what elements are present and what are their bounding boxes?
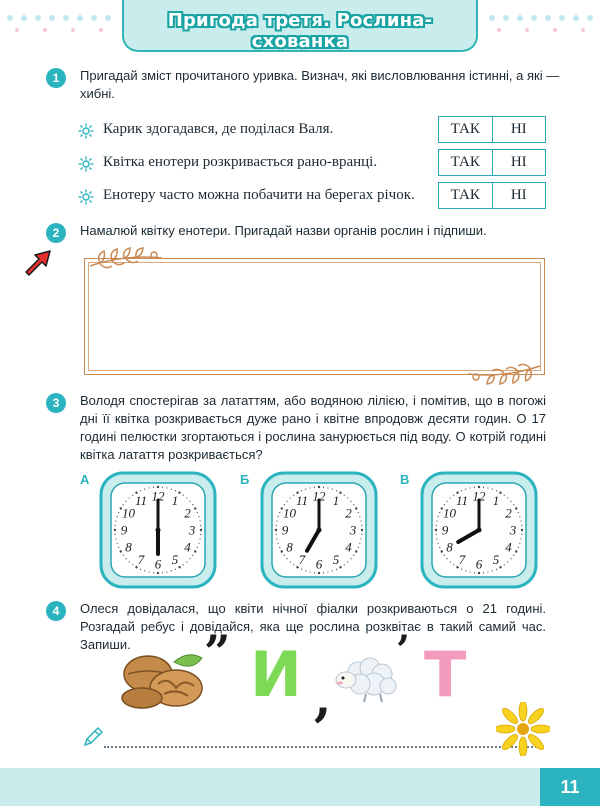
clock-number: 9 [441,522,449,538]
clock-letter-b: Б [240,472,250,487]
clock-tick [436,525,437,526]
statement-3: Енотеру часто можна побачити на берегах річок. [103,187,415,203]
clock-tick [117,516,118,517]
clock-tick [309,487,310,488]
clock-tick [120,550,122,552]
clock-tick [166,571,167,572]
clock-tick [183,564,184,565]
clock-tick [286,501,287,502]
false-option-3[interactable]: НІ [510,187,527,203]
clock-tick [513,504,514,505]
clock-tick [355,507,357,509]
clock-number: 1 [171,493,179,509]
clock-tick [450,561,451,562]
clock-tick [290,497,291,498]
clock-tick [200,534,201,535]
clock-tick [305,570,306,571]
clock-tick [199,538,200,539]
clock-number: 3 [509,522,517,538]
true-option-3[interactable]: ТАК [439,183,493,208]
clock-tick [438,543,439,544]
clock-number: 2 [345,505,352,521]
clock-number: 12 [472,488,486,504]
task-1-number: 1 [46,68,66,88]
task-4-number: 4 [46,601,66,621]
true-false-box-2 [438,149,546,176]
clock-tick [189,558,190,559]
clock-tick [520,520,521,521]
clock-tick [336,569,337,570]
clock-tick [435,529,437,531]
clock-number: 7 [458,551,466,567]
clock-center [317,528,322,533]
clock-tick [293,564,294,565]
clock-tick [344,564,345,565]
clock-center [156,528,161,533]
clock-tick [276,520,277,521]
clock-tick [162,572,163,573]
clock-letter-v: В [400,472,410,487]
clock-number: 6 [315,556,323,572]
clock-tick [521,529,523,531]
clock-tick [461,490,462,491]
clock-tick [504,564,505,565]
task-3-text: Володя спостерігав за лататтям, або водяною лілією, і помітив, що в погожі дні її квітка розкривається дуже рано і квітне впродовж десяти годин. О 17 годині пелюстки згортаються і рослина занурюється під воду. О котрій годині квітка латаття розкривається? [80,393,546,462]
clock-tick [450,497,451,498]
clock-tick [275,529,277,531]
clock-tick [166,487,167,488]
rebus-letter-green: И [250,638,302,711]
clock-tick [465,570,466,571]
clock-tick [358,547,359,548]
clock-tick [175,490,176,491]
clock-tick [194,550,196,552]
clock-tick [327,571,328,572]
clock-tick [441,550,443,552]
red-arrow-icon [22,246,56,276]
clock-tick [499,492,501,494]
clock-tick [123,555,124,556]
clock-tick [347,497,348,498]
clock-tick [290,561,291,562]
clock-tick [504,495,505,496]
clock-number: 4 [505,539,512,555]
clock-number: 11 [295,493,309,509]
clock-letter-a: А [80,472,90,487]
clock-number: 8 [446,539,453,555]
clock-tick [192,504,193,505]
clock-tick [492,489,493,490]
clock-tick [140,569,141,570]
clock-number: 6 [154,556,162,572]
clock-tick [117,543,118,544]
clock-tick [281,550,283,552]
clock-tick [469,571,470,572]
page-number: 11 [540,768,600,806]
clock-a[interactable] [99,471,217,589]
clock-tick [114,529,116,531]
clock-tick [361,529,363,531]
clock-tick [521,534,522,535]
clock-tick [197,512,198,513]
clock-tick [444,555,445,556]
clock-tick [327,487,328,488]
clock-tick [309,571,310,572]
clock-tick [129,561,130,562]
walnuts-image [118,648,208,710]
clock-tick [197,547,198,548]
clock-tick [192,555,193,556]
clock-tick [301,490,302,491]
clock-tick [144,570,145,571]
clock-tick [519,516,520,517]
task-3-number: 3 [46,393,66,413]
wheat-ornament-icon [86,244,166,272]
rebus-quote-marks: ” [204,625,231,679]
clock-tick [199,520,200,521]
clock-tick [198,516,199,517]
clock-tick [157,572,159,574]
clock-tick [438,516,439,517]
clock-tick [339,566,341,568]
clock-tick [436,538,437,539]
clock-tick [293,495,294,496]
clock-tick [446,501,447,502]
task-4-text: Олеся довідалася, що квіти нічної фіалки розкриваються о 21 годині. Розгадай ребус і довідайся, яка ще рослина розквітає в такий самий час. Запиши. [80,601,546,652]
clock-tick [518,547,519,548]
clock-tick [492,570,493,571]
clock-number: 11 [134,493,148,509]
clock-tick [499,566,501,568]
clock-tick [284,555,285,556]
clock-tick [198,543,199,544]
clock-tick [276,538,277,539]
clock-tick [314,572,315,573]
clock-number: 10 [283,505,297,521]
clock-tick [115,538,116,539]
clock-tick [353,555,354,556]
clock-tick [132,564,133,565]
clock-number: 5 [492,551,500,567]
clock-tick [186,497,187,498]
clock-tick [194,507,196,509]
clock-tick [359,543,360,544]
clock-tick [510,558,511,559]
clock-tick [200,525,201,526]
clock-tick [344,495,345,496]
clock-tick [153,572,154,573]
clock-tick [339,492,341,494]
clock-tick [200,529,202,531]
clock-tick [469,487,470,488]
clock-number: 2 [505,505,512,521]
clock-tick [361,534,362,535]
clock-tick [461,569,462,570]
clock-number: 3 [349,522,357,538]
clock-tick [276,534,277,535]
pencil-icon [82,726,104,748]
answer-line[interactable] [104,746,540,748]
clock-tick [347,561,348,562]
clock-tick [186,561,187,562]
clock-b[interactable] [260,471,378,589]
clock-tick [132,495,133,496]
clock-number: 8 [286,539,293,555]
clock-tick [355,550,357,552]
clock-tick [178,492,180,494]
clock-tick [148,571,149,572]
clock-tick [318,572,320,574]
clock-number: 10 [443,505,457,521]
true-option-2[interactable]: ТАК [439,150,493,175]
false-option-1[interactable]: НІ [510,121,527,137]
clock-tick [360,520,361,521]
clock-tick [446,558,447,559]
clock-number: 9 [281,522,289,538]
clock-number: 5 [332,551,340,567]
task-1-text: Пригадай зміст прочитаного уривка. Визнач, які висловлювання істинні, а які — хибні. [80,68,560,101]
clock-tick [189,501,190,502]
clock-tick [474,572,475,573]
clock-tick [358,512,359,513]
task-2-number: 2 [46,223,66,243]
clock-tick [507,561,508,562]
clock-tick [144,489,145,490]
wheat-ornament-icon [464,360,544,388]
clock-tick [496,569,497,570]
clock-tick [279,512,280,513]
clock-tick [350,558,351,559]
rebus-comma-low: , [314,668,332,727]
clock-tick [453,495,454,496]
clock-number: 8 [125,539,132,555]
clock-tick [439,547,440,548]
clock-number: 9 [120,522,128,538]
clock-number: 1 [332,493,340,509]
clock-tick [278,516,279,517]
star-bullet-icon [78,189,94,205]
rebus-apostrophe: ’ [396,627,410,674]
sheep-image [330,652,402,704]
clock-tick [436,520,437,521]
star-bullet-icon [78,123,94,139]
clock-tick [125,558,126,559]
clock-number: 4 [184,539,191,555]
clock-tick [148,487,149,488]
false-option-2[interactable]: НІ [510,154,527,170]
clock-tick [513,555,514,556]
clock-tick [115,534,116,535]
clock-tick [483,572,484,573]
clock-v[interactable] [420,471,538,589]
clock-tick [478,572,480,574]
clock-number: 12 [151,488,165,504]
clock-tick [336,490,337,491]
clock-tick [332,489,333,490]
clock-tick [496,490,497,491]
clock-number: 5 [171,551,179,567]
clock-tick [125,501,126,502]
clock-number: 11 [455,493,469,509]
clock-tick [305,489,306,490]
clock-number: 10 [122,505,136,521]
task-2-text: Намалюй квітку енотери. Пригадай назви органів рослин і підпиши. [80,223,487,238]
clock-tick [118,547,119,548]
drawing-area-inner-border [88,262,541,371]
clock-tick [453,564,454,565]
clock-tick [115,520,116,521]
clock-tick [359,516,360,517]
clock-number: 3 [188,522,196,538]
statement-1: Карик здогадався, де поділася Валя. [103,121,334,137]
clock-tick [183,495,184,496]
clock-tick [171,489,172,490]
clock-number: 1 [492,493,500,509]
clock-tick [360,538,361,539]
clock-tick [350,501,351,502]
clock-tick [175,569,176,570]
clock-tick [518,512,519,513]
clock-tick [140,490,141,491]
clock-tick [276,525,277,526]
clock-tick [465,489,466,490]
clock-tick [332,570,333,571]
clock-tick [487,571,488,572]
clock-tick [515,550,517,552]
clock-tick [278,543,279,544]
clock-center [477,528,482,533]
rebus-letter-pink: Т [424,638,467,711]
clock-number: 12 [312,488,326,504]
clock-tick [515,507,517,509]
yellow-flower-image [496,702,550,756]
clock-tick [286,558,287,559]
statement-2: Квітка енотери розкривається рано-вранці. [103,154,378,170]
clock-number: 7 [137,551,145,567]
clock-number: 7 [298,551,306,567]
clock-tick [129,497,130,498]
clock-tick [439,512,440,513]
clock-tick [361,525,362,526]
clock-tick [301,569,302,570]
star-bullet-icon [78,156,94,172]
clock-tick [171,570,172,571]
clock-tick [507,497,508,498]
page-title: Пригода третя. Рослина-схованка [167,10,433,52]
true-false-box-1 [438,116,546,143]
clock-tick [487,487,488,488]
clock-tick [323,572,324,573]
clock-number: 6 [475,556,483,572]
clock-tick [115,525,116,526]
clock-tick [521,525,522,526]
clock-tick [178,566,180,568]
clock-tick [279,547,280,548]
clock-tick [353,504,354,505]
clock-number: 4 [345,539,352,555]
clock-tick [519,543,520,544]
clock-tick [436,534,437,535]
clock-tick [510,501,511,502]
true-option-1[interactable]: ТАК [439,117,493,142]
clock-tick [520,538,521,539]
clock-tick [118,512,119,513]
true-false-box-3 [438,182,546,209]
footer-bar [0,768,540,806]
clock-number: 2 [184,505,191,521]
